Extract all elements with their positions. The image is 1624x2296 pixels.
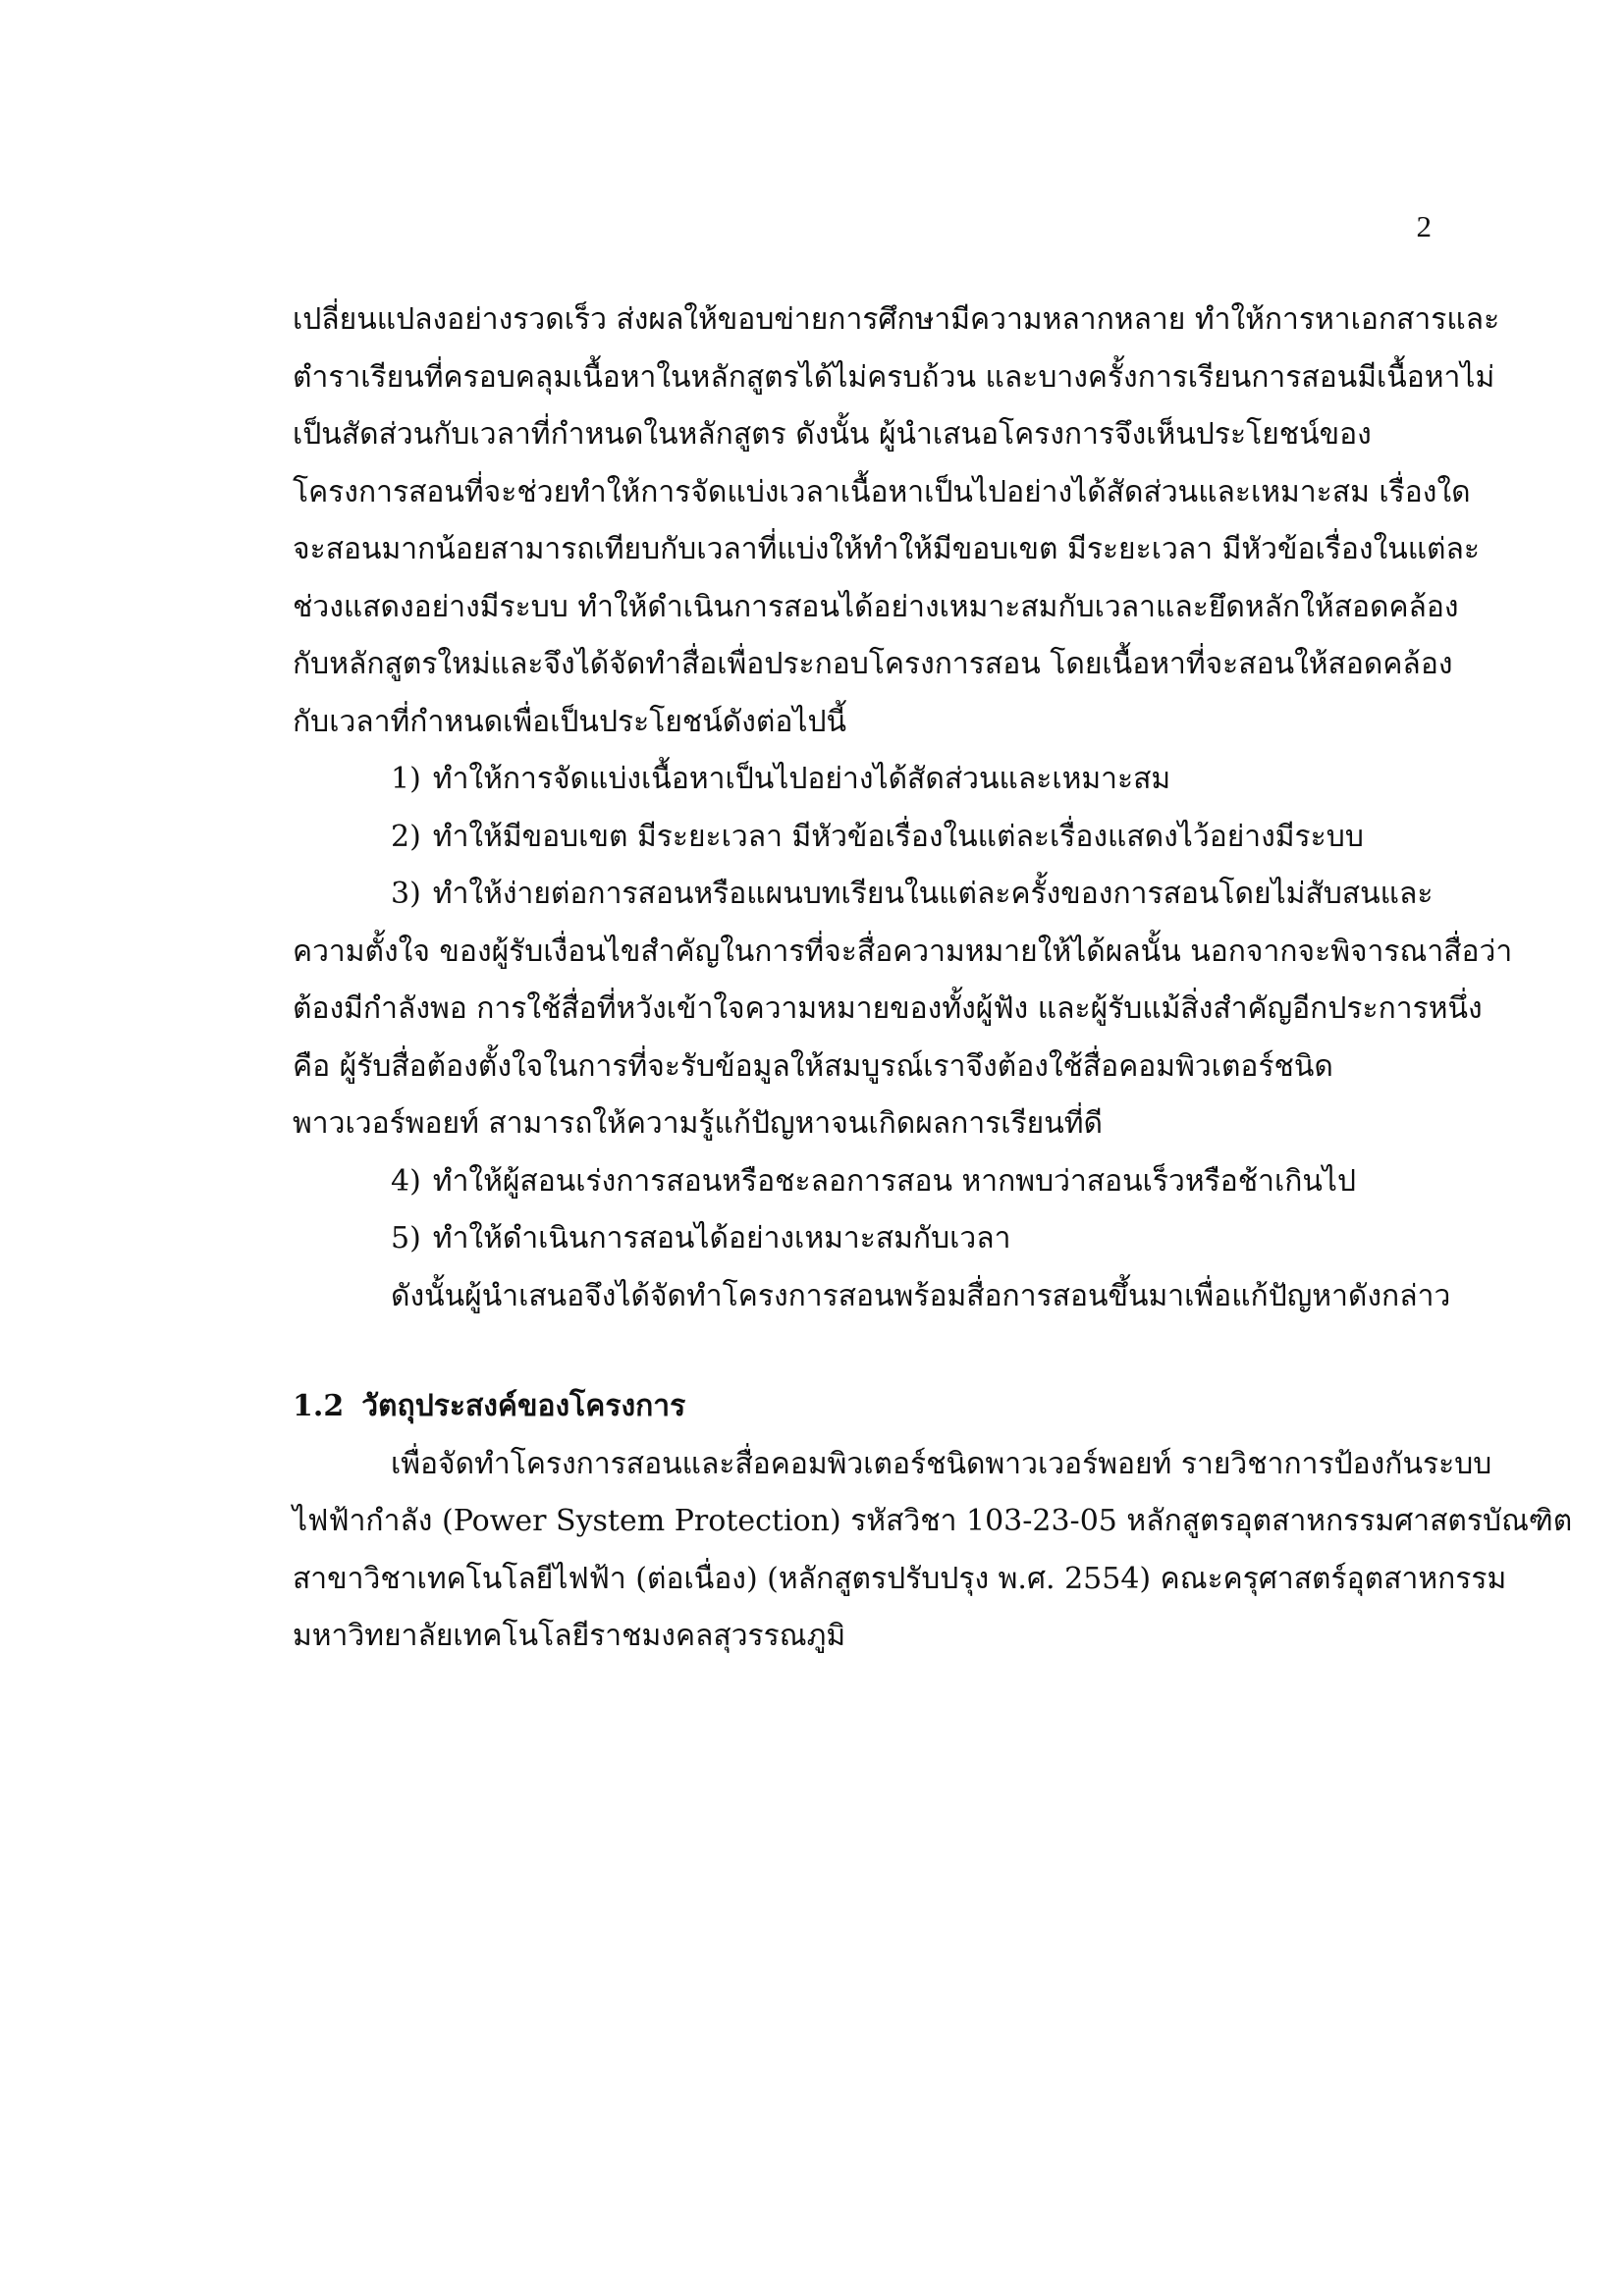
section-title: วัตถุประสงค์ของโครงการ [361,1389,686,1423]
list-item [293,751,1437,809]
paragraph-line: สาขาวิชาเทคโนโลยีไฟฟ้า (ต่อเนื่อง) (หลักสูตรปรับปรุง พ.ศ. 2554) คณะครุศาสตร์อุตสาหกรรม [293,1561,1507,1596]
list-item-number: 3) [391,877,421,911]
list-item-number: 2) [391,819,421,854]
paragraph-line: เป็นสัดส่วนกับเวลาที่กำหนดในหลักสูตร ดังนั้น ผู้นำเสนอโครงการจึงเห็นประโยชน์ของ [293,417,1372,452]
page-number: 2 [1416,209,1432,243]
list-item-number: 4) [391,1163,421,1199]
list-item [293,809,1437,867]
list-item-text: ทำให้ดำเนินการสอนได้อย่างเหมาะสมกับเวลา [432,1221,1011,1255]
list-item-continuation: ความตั้งใจ ของผู้รับเงื่อนไขสำคัญในการที่จะสื่อความหมายให้ได้ผลนั้น นอกจากจะพิจารณาสื่อว่า [293,934,1513,969]
list-item [293,1210,1437,1268]
section-heading [293,1378,1437,1436]
list-item-text: ทำให้การจัดแบ่งเนื้อหาเป็นไปอย่างได้สัดส่วนและเหมาะสม [432,762,1171,796]
paragraph-line: กับเวลาที่กำหนดเพื่อเป็นประโยชน์ดังต่อไปนี้ [293,704,847,739]
paragraph-line: เพื่อจัดทำโครงการสอนและสื่อคอมพิวเตอร์ชนิดพาวเวอร์พอยท์ รายวิชาการป้องกันระบบ [391,1446,1492,1481]
list-item-text: ทำให้มีขอบเขต มีระยะเวลา มีหัวข้อเรื่องในแต่ละเรื่องแสดงไว้อย่างมีระบบ [432,819,1364,854]
intro-paragraph [293,292,1500,751]
list-item-number: 1) [391,762,421,796]
list-item-continuation: พาวเวอร์พอยท์ สามารถให้ความรู้แก้ปัญหาจนเกิดผลการเรียนที่ดี [293,1106,1104,1141]
list-item-continuation: คือ ผู้รับสื่อต้องตั้งใจในการที่จะรับข้อมูลให้สมบูรณ์เราจึงต้องใช้สื่อคอมพิวเตอร์ชนิด [293,1048,1333,1084]
list-item [293,866,1437,924]
list-item-continuation: ต้องมีกำลังพอ การใช้สื่อที่หวังเข้าใจความหมายของทั้งผู้ฟัง และผู้รับแม้สิ่งสำคัญอีกประการหนึ่ง [293,991,1483,1026]
benefits-list [293,751,1513,1325]
paragraph-line: กับหลักสูตรใหม่และจึงได้จัดทำสื่อเพื่อประกอบโครงการสอน โดยเนื้อหาที่จะสอนให้สอดคล้อง [293,647,1453,681]
list-item-text: ทำให้ง่ายต่อการสอนหรือแผนบทเรียนในแต่ละครั้งของการสอนโดยไม่สับสนและ [432,877,1434,911]
paragraph-line: โครงการสอนที่จะช่วยทำให้การจัดแบ่งเวลาเนื้อหาเป็นไปอย่างได้สัดส่วนและเหมาะสม เรื่องใด [293,474,1471,509]
document-body [293,292,1573,1666]
list-item-text: ทำให้ผู้สอนเร่งการสอนหรือชะลอการสอน หากพบว่าสอนเร็วหรือช้าเกินไป [432,1163,1357,1199]
list-item [293,1153,1437,1211]
section-number: 1.2 [293,1389,345,1423]
paragraph-line: เปลี่ยนแปลงอย่างรวดเร็ว ส่งผลให้ขอบข่ายการศึกษามีความหลากหลาย ทำให้การหาเอกสารและ [293,302,1500,337]
paragraph-line: ช่วงแสดงอย่างมีระบบ ทำให้ดำเนินการสอนได้อย่างเหมาะสมกับเวลาและยึดหลักให้สอดคล้อง [293,589,1459,624]
paragraph-line: มหาวิทยาลัยเทคโนโลยีราชมงคลสุวรรณภูมิ [293,1619,846,1653]
paragraph-line: ไฟฟ้ากำลัง (Power System Protection) รหัสวิชา 103-23-05 หลักสูตรอุตสาหกรรมศาสตรบัณฑิต [293,1504,1573,1538]
paragraph-line: จะสอนมากน้อยสามารถเทียบกับเวลาที่แบ่งให้ทำให้มีขอบเขต มีระยะเวลา มีหัวข้อเรื่องในแต่ละ [293,532,1481,566]
closing-sentence: ดังนั้นผู้นำเสนอจึงได้จัดทำโครงการสอนพร้อมสื่อการสอนขึ้นมาเพื่อแก้ปัญหาดังกล่าว [391,1278,1451,1313]
list-item-number: 5) [391,1221,421,1255]
section-paragraph [293,1436,1573,1666]
paragraph-line: ตำราเรียนที่ครอบคลุมเนื้อหาในหลักสูตรได้ไม่ครบถ้วน และบางครั้งการเรียนการสอนมีเนื้อหาไม่ [293,359,1495,395]
